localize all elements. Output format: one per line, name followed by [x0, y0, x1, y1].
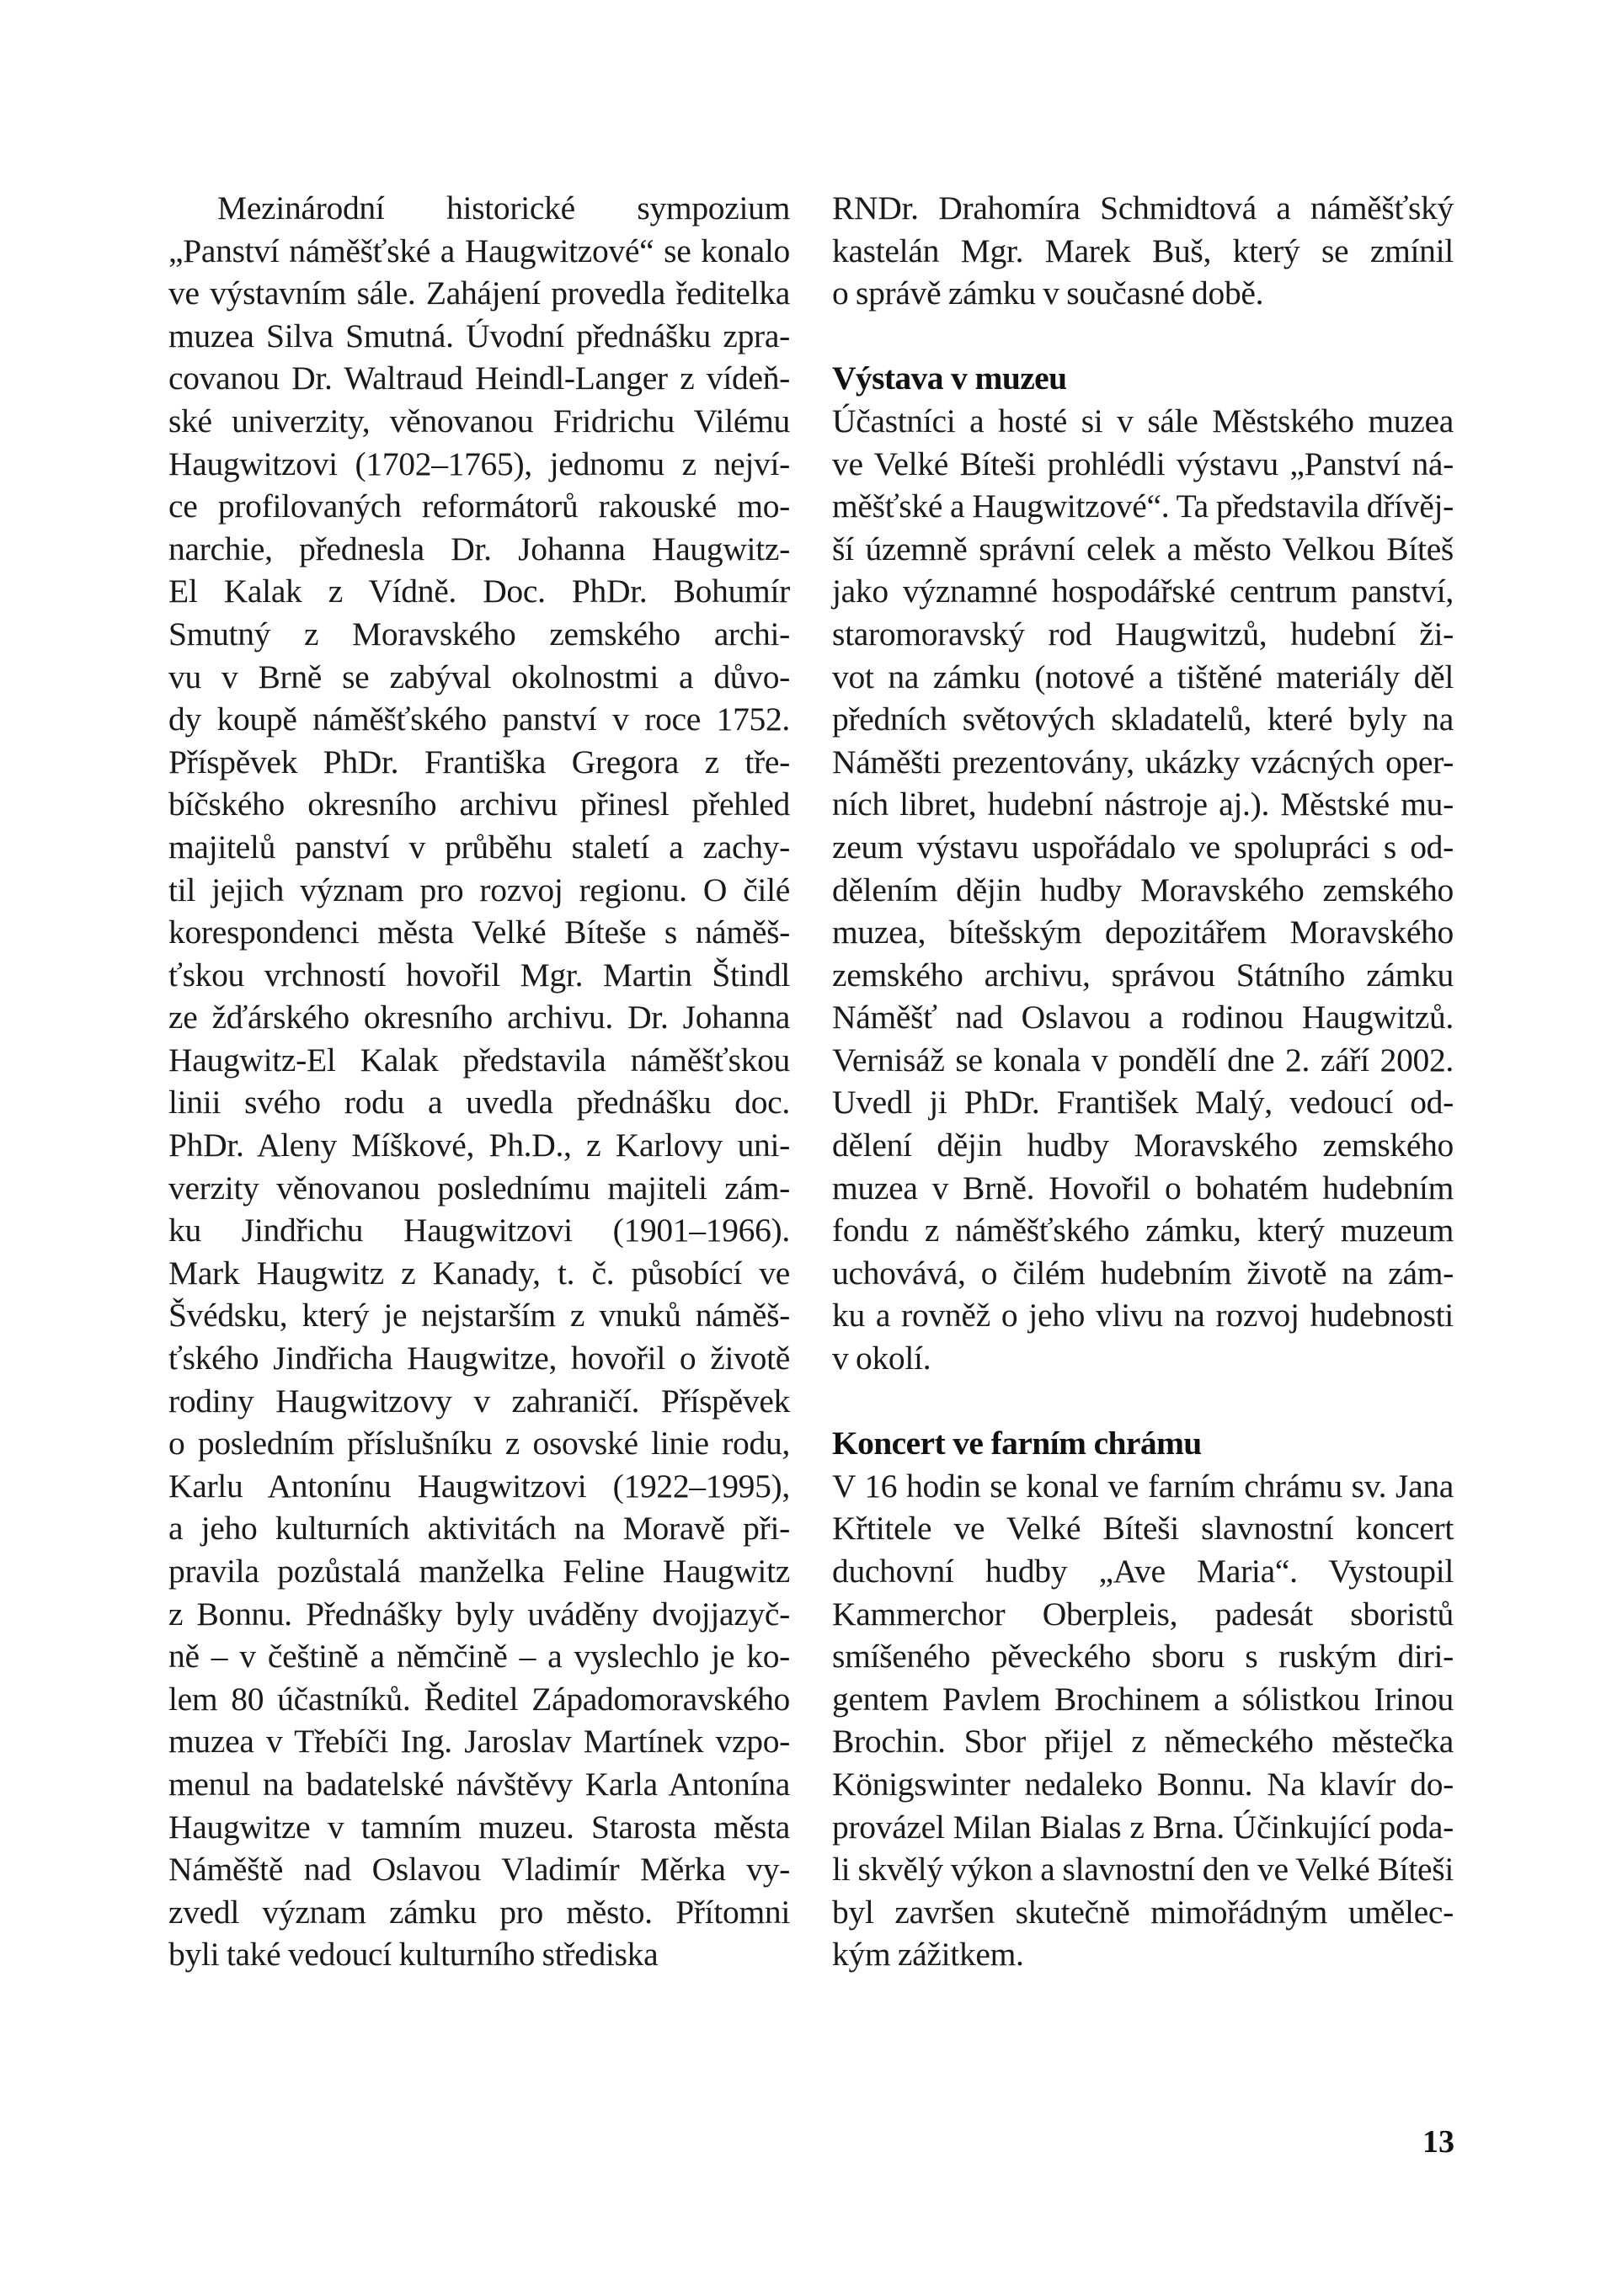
text-line: z Bonnu. Přednášky byly uváděny dvojjazyč-	[168, 1595, 790, 1633]
spacer	[832, 1380, 1454, 1423]
text-line: ské univerzity, věnovanou Fridrichu Vilému	[168, 402, 790, 439]
text-line: PhDr. Aleny Míškové, Ph.D., z Karlovy uni-	[168, 1127, 790, 1164]
concert-paragraph	[832, 1465, 1454, 1976]
exhibition-paragraph	[832, 400, 1454, 1380]
text-line: narchie, přednesla Dr. Johanna Haugwitz-	[168, 530, 790, 567]
text-line: Brochin. Sbor přijel z německého městečka	[832, 1723, 1454, 1761]
text-line: Vernisáž se konala v pondělí dne 2. září 2002.	[832, 1041, 1454, 1079]
text-line: Náměště nad Oslavou Vladimír Měrka vy-	[168, 1851, 790, 1888]
text-line: ve Velké Bíteši prohlédli výstavu „Panství ná-	[832, 445, 1454, 482]
page-number: 13	[1422, 2124, 1454, 2160]
text-line: li skvělý výkon a slavnostní den ve Velké Bíteši	[832, 1851, 1454, 1888]
text-line: v okolí.	[832, 1340, 931, 1377]
text-line: ze žďárského okresního archivu. Dr. Johanna	[168, 999, 790, 1036]
text-line: Mark Haugwitz z Kanady, t. č. působící ve	[168, 1254, 790, 1292]
text-line: Náměšti prezentovány, ukázky vzácných oper-	[832, 743, 1454, 780]
text-line: Účastníci a hosté si v sále Městského muzea	[832, 402, 1454, 439]
text-line: Uvedl ji PhDr. František Malý, vedoucí od-	[832, 1084, 1454, 1121]
text-line: Haugwitze v tamním muzeu. Starosta města	[168, 1808, 790, 1846]
left-column	[168, 187, 790, 1976]
text-line: dělení dějin hudby Moravského zemského	[832, 1127, 1454, 1164]
text-line: byl završen skutečně mimořádným umělec-	[832, 1893, 1454, 1931]
text-line: covanou Dr. Waltraud Heindl-Langer z vídeň-	[168, 360, 790, 397]
text-line: muzea, bítešským depozitářem Moravského	[832, 914, 1454, 951]
text-line: dělením dějin hudby Moravského zemského	[832, 871, 1454, 908]
text-line: předních světových skladatelů, které byly na	[832, 701, 1454, 738]
text-line: menul na badatelské návštěvy Karla Antonína	[168, 1765, 790, 1803]
text-line: zvedl význam zámku pro město. Přítomni	[168, 1893, 790, 1931]
text-line: a jeho kulturních aktivitách na Moravě při-	[168, 1510, 790, 1548]
text-line: Haugwitzovi (1702–1765), jednomu z nejví-	[168, 445, 790, 482]
text-line: uchovává, o čilém hudebním životě na zám-	[832, 1254, 1454, 1292]
text-line: lem 80 účastníků. Ředitel Západomoravského	[168, 1680, 790, 1718]
text-line: dy koupě náměšťského panství v roce 1752.	[168, 701, 790, 738]
text-line: ku a rovněž o jeho vlivu na rozvoj hudebnosti	[832, 1297, 1454, 1334]
text-line: měšťské a Haugwitzové“. Ta představila dřívěj-	[832, 487, 1454, 525]
text-line: Mezinárodní historické sympozium	[217, 189, 790, 226]
text-line: muzea Silva Smutná. Úvodní přednášku zpra-	[168, 317, 790, 354]
text-line: linii svého rodu a uvedla přednášku doc.	[168, 1084, 790, 1121]
text-line: kastelán Mgr. Marek Buš, který se zmínil	[832, 232, 1454, 269]
text-line: Kammerchor Oberpleis, padesát sboristů	[832, 1595, 1454, 1633]
text-line: zeum výstavu uspořádalo ve spolupráci s od-	[832, 828, 1454, 866]
right-column	[832, 187, 1454, 1976]
text-line: vu v Brně se zabýval okolnostmi a důvo-	[168, 658, 790, 695]
text-line: korespondenci města Velké Bíteše s náměš-	[168, 914, 790, 951]
text-line: Smutný z Moravského zemského archi-	[168, 615, 790, 653]
text-line: Königswinter nedaleko Bonnu. Na klavír do-	[832, 1765, 1454, 1803]
text-line: ťského Jindřicha Haugwitze, hovořil o životě	[168, 1340, 790, 1377]
text-line: smíšeného pěveckého sboru s ruským diri-	[832, 1638, 1454, 1675]
text-line: fondu z náměšťského zámku, který muzeum	[832, 1212, 1454, 1249]
text-line: jako významné hospodářské centrum panství,	[832, 573, 1454, 610]
text-line: muzea v Třebíči Ing. Jaroslav Martínek vzpo-	[168, 1723, 790, 1761]
text-line: ťskou vrchností hovořil Mgr. Martin Štindl	[168, 956, 790, 994]
continuation-paragraph	[832, 187, 1454, 315]
section-heading-concert: Koncert ve farním chrámu	[832, 1425, 1202, 1462]
text-line: duchovní hudby „Ave Maria“. Vystoupil	[832, 1553, 1454, 1590]
text-line: Haugwitz-El Kalak představila náměšťskou	[168, 1041, 790, 1079]
text-line: majitelů panství v průběhu staletí a zachy-	[168, 828, 790, 866]
symposium-paragraph	[168, 187, 790, 1976]
text-line: rodiny Haugwitzovy v zahraničí. Příspěvek	[168, 1382, 790, 1420]
text-line: El Kalak z Vídně. Doc. PhDr. Bohumír	[168, 573, 790, 610]
text-line: provázel Milan Bialas z Brna. Účinkující poda-	[832, 1808, 1454, 1846]
text-line: Švédsku, který je nejstarším z vnuků náměš-	[168, 1297, 790, 1334]
section-heading-exhibition: Výstava v muzeu	[832, 360, 1067, 397]
text-line: ku Jindřichu Haugwitzovi (1901–1966).	[168, 1212, 790, 1249]
text-line: „Panství náměšťské a Haugwitzové“ se konalo	[168, 232, 790, 269]
text-line: RNDr. Drahomíra Schmidtová a náměšťský	[832, 189, 1454, 226]
text-line: pravila pozůstalá manželka Feline Haugwitz	[168, 1553, 790, 1590]
text-line: til jejich význam pro rozvoj regionu. O čilé	[168, 871, 790, 908]
spacer	[832, 315, 1454, 358]
text-line: Náměšť nad Oslavou a rodinou Haugwitzů.	[832, 999, 1454, 1036]
text-line: V 16 hodin se konal ve farním chrámu sv. Jana	[832, 1467, 1454, 1505]
text-line: Karlu Antonínu Haugwitzovi (1922–1995),	[168, 1467, 790, 1505]
text-line: staromoravský rod Haugwitzů, hudební ži-	[832, 615, 1454, 653]
text-line: ních libret, hudební nástroje aj.). Městské mu-	[832, 786, 1454, 823]
text-line: gentem Pavlem Brochinem a sólistkou Irinou	[832, 1680, 1454, 1718]
text-line: ce profilovaných reformátorů rakouské mo-	[168, 487, 790, 525]
text-line: ší územně správní celek a město Velkou Bíteš	[832, 530, 1454, 567]
text-line: kým zážitkem.	[832, 1936, 1024, 1974]
text-line: ně – v češtině a němčině – a vyslechlo je ko-	[168, 1638, 790, 1675]
text-line: ve výstavním sále. Zahájení provedla ředitelka	[168, 274, 790, 312]
text-line: vot na zámku (notové a tištěné materiály děl	[832, 658, 1454, 695]
text-line: Příspěvek PhDr. Františka Gregora z tře-	[168, 743, 790, 780]
text-line: bíčského okresního archivu přinesl přehled	[168, 786, 790, 823]
text-line: o správě zámku v současné době.	[832, 274, 1264, 312]
text-line: muzea v Brně. Hovořil o bohatém hudebním	[832, 1169, 1454, 1207]
text-line: Křtitele ve Velké Bíteši slavnostní koncert	[832, 1510, 1454, 1548]
text-line: o posledním příslušníku z osovské linie rodu,	[168, 1425, 790, 1462]
text-line: byli také vedoucí kulturního střediska	[168, 1936, 659, 1974]
text-line: zemského archivu, správou Státního zámku	[832, 956, 1454, 994]
text-line: verzity věnovanou poslednímu majiteli zám-	[168, 1169, 790, 1207]
